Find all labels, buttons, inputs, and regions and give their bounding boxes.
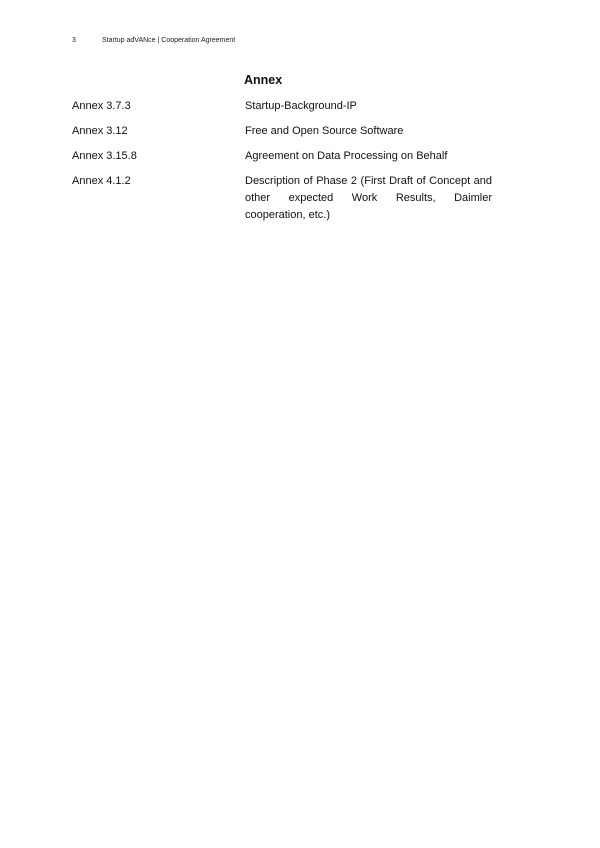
annex-description: Free and Open Source Software <box>245 125 404 137</box>
running-header <box>72 36 235 46</box>
annex-heading: Annex <box>244 73 283 87</box>
page-number: 3 <box>72 37 76 44</box>
annex-reference: Annex 3.15.8 <box>72 150 137 162</box>
annex-row <box>72 173 492 224</box>
document-title: Startup adVANce | Cooperation Agreement <box>102 37 236 44</box>
annex-reference: Annex 4.1.2 <box>72 175 131 187</box>
annex-reference: Annex 3.7.3 <box>72 100 131 112</box>
annex-description: Startup-Background-IP <box>245 100 357 112</box>
annex-row <box>72 148 492 165</box>
annex-description: Description of Phase 2 (First Draft of Concept and other expected Work Results, Daimler cooperation, etc.) <box>245 175 492 221</box>
annex-description: Agreement on Data Processing on Behalf <box>245 150 448 162</box>
annex-list <box>72 98 492 232</box>
annex-row <box>72 98 492 115</box>
annex-row <box>72 123 492 140</box>
annex-reference: Annex 3.12 <box>72 125 128 137</box>
